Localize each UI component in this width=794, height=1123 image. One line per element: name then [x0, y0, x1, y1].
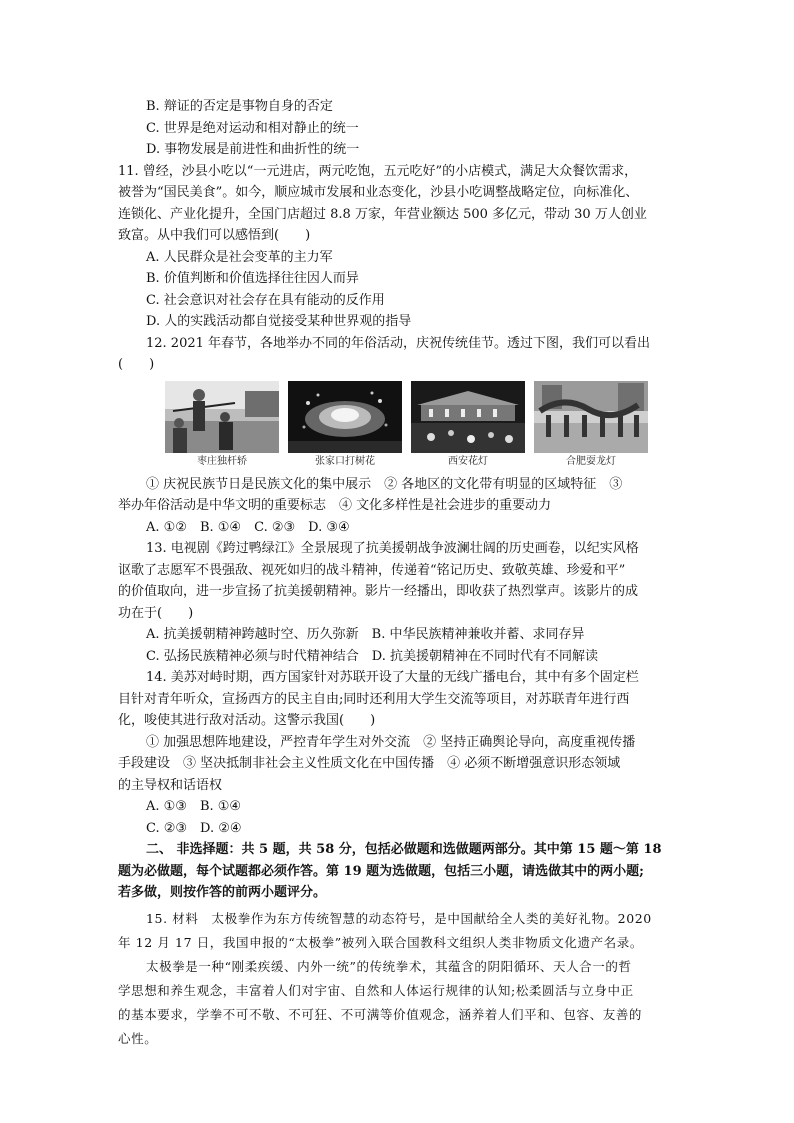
photo-caption: 合肥耍龙灯 — [566, 455, 616, 467]
q11-option-a: A. 人民群众是社会变革的主力军 — [146, 249, 333, 265]
q14-statement-line: 的主导权和话语权 — [118, 777, 223, 793]
q14-stem-line: 化，唆使其进行敌对活动。这警示我国( ) — [118, 713, 376, 728]
q13-stem-line: 讴歌了志愿军不畏强敌、视死如归的战斗精神，传递着“铭记历史、致敬英雄、珍爱和平” — [118, 562, 626, 578]
q11-option-c: C. 社会意识对社会存在具有能动的反作用 — [146, 292, 385, 308]
q12-statement-line: ① 庆祝民族节日是民族文化的集中展示 ② 各地区的文化带有明显的区域特征 ③ — [146, 476, 623, 492]
q10-option-c: C. 世界是绝对运动和相对静止的统一 — [146, 120, 359, 136]
q12-stem-line: 12. 2021 年春节，各地举办不同的年俗活动，庆祝传统佳节。透过下图，我们可以看出 — [146, 335, 651, 351]
q12-statement-line: 举办年俗活动是中华文明的重要标志 ④ 文化多样性是社会进步的重要动力 — [118, 498, 552, 513]
q11-stem-line: 被誉为“国民美食”。如今，顺应城市发展和业态变化，沙县小吃调整战略定位，向标准化、 — [118, 185, 639, 200]
section-2-line: 题为必做题，每个试题都必须作答。第 19 题为选做题，包括三小题，请选做其中的两小题; — [118, 863, 644, 879]
q13-stem-line: 的价值取向，进一步宣扬了抗美援朝精神。影片一经播出，即收获了热烈掌声。该影片的成 — [118, 584, 639, 599]
question-12 — [118, 333, 678, 539]
photo-xian-image — [411, 381, 525, 453]
q14-options-ab: A. ①③ B. ①④ — [146, 799, 242, 814]
q15-material-line: 的基本要求，学拳不可不敬、不可狂、不可满等价值观念，涵养着人们平和、包容、友善的 — [118, 1006, 643, 1022]
section-2-header — [118, 839, 678, 904]
section-2-line: 二、 非选择题：共 5 题，共 58 分，包括必做题和选做题两部分。其中第 15 题～第 18 — [146, 842, 662, 857]
q14-options-cd: C. ②③ D. ②④ — [146, 820, 242, 836]
photo-hefei-image — [534, 381, 648, 453]
q12-options: A. ①② B. ①④ C. ②③ D. ③④ — [146, 519, 350, 535]
q11-stem-line: 11. 曾经，沙县小吃以“一元进店，两元吃饱，五元吃好”的小店模式，满足大众餐饮需求， — [118, 163, 638, 179]
question-14 — [118, 667, 678, 839]
q14-stem-line: 目针对青年听众，宣扬西方的民主自由;同时还利用大学生交流等项目，对苏联青年进行西 — [118, 691, 630, 707]
q12-stem-line: ( ) — [118, 357, 155, 372]
photo-caption: 西安花灯 — [448, 455, 488, 467]
q14-stem-line: 14. 美苏对峙时期，西方国家针对苏联开设了大量的无线广播电台，其中有多个固定栏 — [146, 670, 639, 685]
question-15 — [118, 907, 678, 1051]
q10-option-b: B. 辩证的否定是事物自身的否定 — [146, 99, 333, 114]
q11-option-d: D. 人的实践活动都自觉接受某种世界观的指导 — [146, 314, 412, 329]
question-13 — [118, 538, 678, 667]
photo-zhangjiakou-image — [288, 381, 402, 453]
photo-zaozhuang-image — [165, 381, 279, 453]
photo-xian — [411, 381, 525, 471]
q11-stem-line: 连锁化、产业化提升，全国门店超过 8.8 万家，年营业额达 500 多亿元，带动 30 万人创业 — [118, 206, 647, 222]
photo-caption: 张家口打树花 — [315, 455, 375, 467]
exam-page — [118, 96, 678, 1051]
photo-caption: 枣庄独杆轿 — [197, 455, 247, 467]
q11-stem-line: 致富。从中我们可以感悟到( ) — [118, 228, 311, 243]
q15-material-line: 学思想和养生观念，丰富着人们对宇宙、自然和人体运行规律的认知;松柔圆活与立身中正 — [118, 982, 634, 998]
q13-options-ab: A. 抗美援朝精神跨越时空、历久弥新 B. 中华民族精神兼收并蓄、求同存异 — [146, 627, 585, 642]
q15-material-line: 太极拳是一种“刚柔疾缓、内外一统”的传统拳术，其蕴含的阴阳循环、天人合一的哲 — [146, 958, 632, 974]
photo-zaozhuang — [165, 381, 279, 471]
q13-stem-line: 13. 电视剧《跨过鸭绿江》全景展现了抗美援朝战争波澜壮阔的历史画卷，以纪实风格 — [146, 541, 639, 556]
q10-option-d: D. 事物发展是前进性和曲折性的统一 — [146, 142, 360, 157]
question-11 — [118, 161, 678, 333]
q12-photo-row — [165, 381, 678, 471]
q14-statement-line: ① 加强思想阵地建设，严控青年学生对外交流 ② 坚持正确舆论导向，高度重视传播 — [146, 734, 636, 750]
q14-statement-line: 手段建设 ③ 坚决抵制非社会主义性质文化在中国传播 ④ 必须不断增强意识形态领域 — [118, 756, 621, 771]
q10-options — [118, 96, 678, 161]
q15-material-line: 心性。 — [118, 1030, 158, 1046]
q15-material-line: 15. 材料 太极拳作为东方传统智慧的动态符号，是中国献给全人类的美好礼物。2020 — [146, 910, 652, 926]
section-2-line: 若多做，则按作答的前两小题评分。 — [118, 885, 327, 900]
q13-options-cd: C. 弘扬民族精神必须与时代精神结合 D. 抗美援朝精神在不同时代有不同解读 — [146, 648, 598, 664]
photo-zhangjiakou — [288, 381, 402, 471]
q15-material-line: 年 12 月 17 日，我国申报的“太极拳”被列入联合国教科文组织人类非物质文化遗产名录。 — [118, 934, 643, 950]
q11-option-b: B. 价值判断和价值选择往往因人而异 — [146, 271, 359, 286]
q13-stem-line: 功在于( ) — [118, 605, 194, 621]
photo-hefei — [534, 381, 648, 471]
